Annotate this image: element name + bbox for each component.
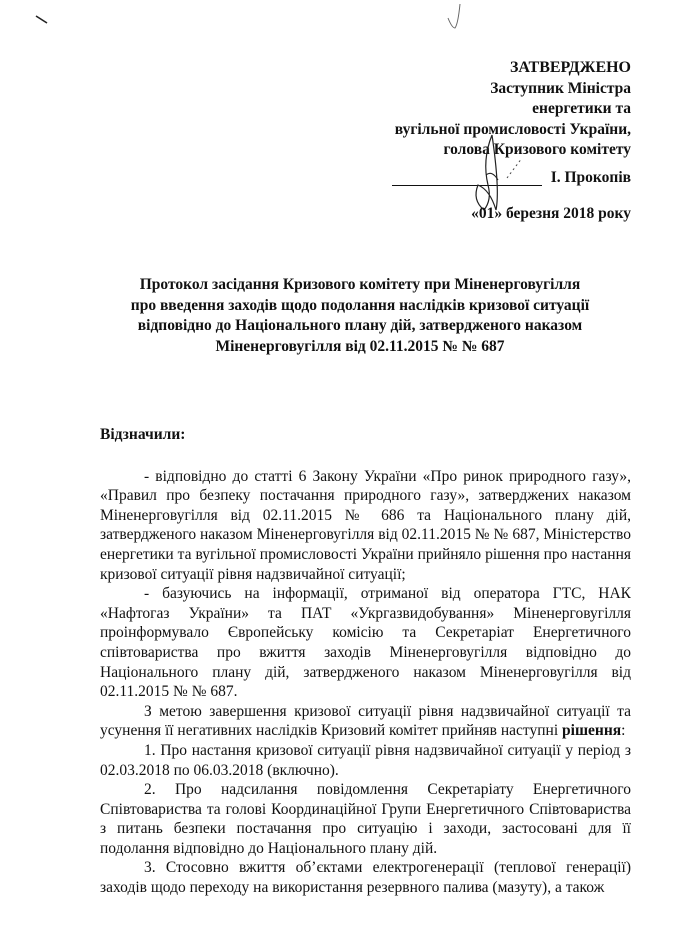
decision-word: рішення	[562, 722, 622, 740]
check-mark	[446, 2, 464, 32]
approval-line: вугільної промисловості України,	[394, 120, 631, 138]
paragraph: - відповідно до статті 6 Закону України «Про ринок природного газу», «Правил про безпеку постачання природного газу», затверджених наказом Міненерговугілля від 02.11.2015 № 686 та Національного плану дій, затвердженого наказом Міненерговугілля від 02.11.2015 № № 687, Міністерство енергетики та вугільної промисловості України прийняло рішення про настання кризової ситуації рівня надзвичайної ситуації;	[100, 467, 631, 583]
approval-line: Заступник Міністра	[490, 79, 631, 97]
document-body	[100, 425, 631, 898]
section-heading: Відзначили:	[100, 426, 186, 443]
decision-colon: :	[621, 722, 626, 740]
signatory-name: І. Прокопів	[550, 169, 631, 186]
decision-intro-text: З метою завершення кризової ситуації рівня надзвичайної ситуації та усунення її негативних наслідків Кризовий комітет прийняв наступні	[100, 702, 631, 740]
decision-intro	[100, 702, 631, 741]
decision-item: 1. Про настання кризової ситуації рівня надзвичайної ситуації у період з 02.03.2018 по 06.03.2018 (включно).	[100, 741, 631, 779]
approval-title: ЗАТВЕРДЖЕНО	[509, 59, 631, 76]
paragraph: - базуючись на інформації, отриманої від оператора ГТС, НАК «Нафтогаз України» та ПАТ «Укргазвидобування» Міненерговугілля проінформувало Європейську комісію та Секретаріат Енергетичного співтовариства про вжиття заходів Міненерговугілля відповідно до Національного плану дій, затвердженого наказом Міненерговугілля від 02.11.2015 № № 687.	[100, 585, 631, 701]
decision-item: 2. Про надсилання повідомлення Секретаріату Енергетичного Співтовариства та голові Координаційної Групи Енергетичного Співтовариства з питань безпеки постачання про ситуацію і заходи, застосовані для її подолання відповідно до Національного плану дій.	[100, 781, 631, 857]
title-line: про введення заходів щодо подолання наслідків кризової ситуації	[130, 296, 590, 314]
approval-date: «01» березня 2018 року	[471, 205, 631, 222]
document-title	[90, 275, 630, 357]
title-line: відповідно до Національного плану дій, затвердженого наказом	[137, 317, 583, 334]
pen-mark	[34, 14, 50, 26]
approval-line: енергетики та	[532, 100, 631, 117]
title-line: Міненерговугілля від 02.11.2015 № № 687	[215, 337, 505, 355]
decision-item: 3. Стосовно вжиття об’єктами електрогенерації (теплової генерації) заходів щодо переходу на використання резервного палива (мазуту), а також	[100, 859, 631, 897]
title-line: Протокол засідання Кризового комітету при Міненерговугілля	[139, 276, 581, 293]
approval-line: голова Кризового комітету	[443, 141, 631, 158]
